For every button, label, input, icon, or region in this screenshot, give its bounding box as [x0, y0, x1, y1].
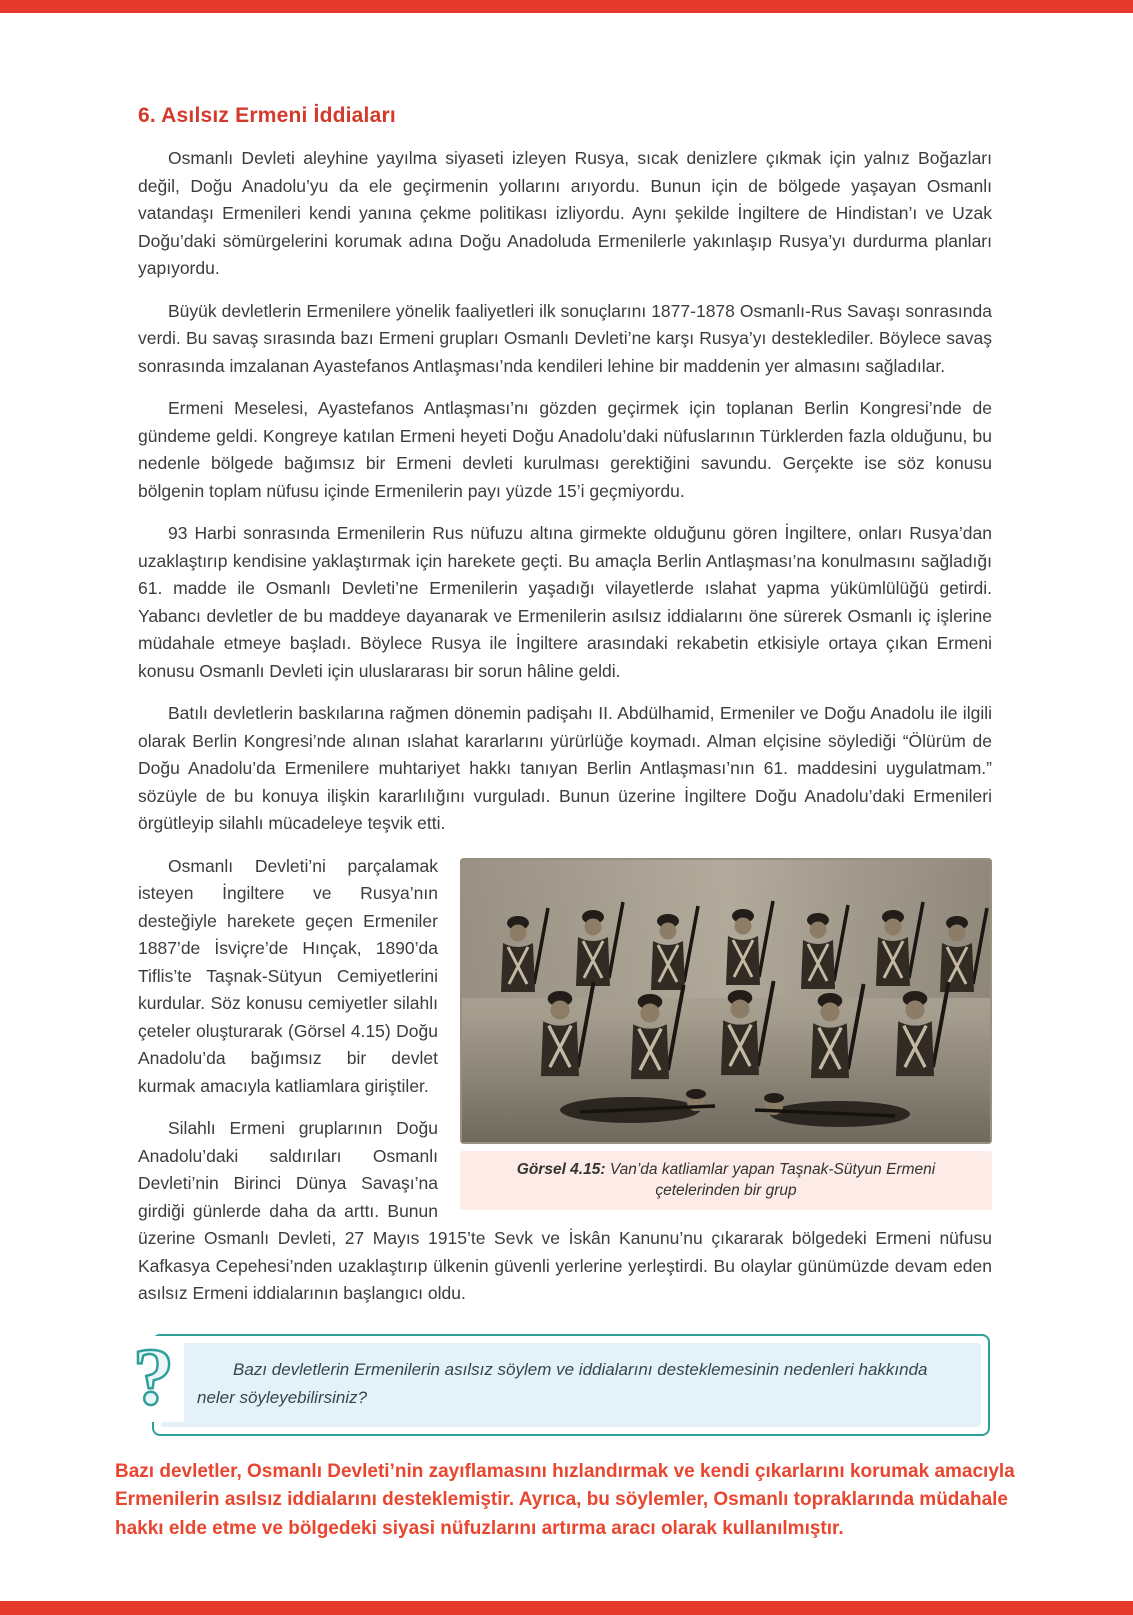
body-paragraph: Büyük devletlerin Ermenilere yönelik faaliyetleri ilk sonuçlarını 1877-1878 Osmanlı-Rus Savaşı sonrasında verdi. Bu savaş sırasında bazı Ermeni grupları Osmanlı Devleti’ne karşı Rusya’yı desteklediler. Böylece savaş sonrasında imzalanan Ayastefanos Antlaşması’nda kendileri lehine bir maddenin yer almasını sağladılar.	[138, 300, 992, 376]
page-content	[115, 104, 1015, 1543]
body-paragraph: Ermeni Meselesi, Ayastefanos Antlaşması’nı gözden geçirmek için toplanan Berlin Kongresi’nde de gündeme geldi. Kongreye katılan Ermeni heyeti Doğu Anadolu’daki nüfuslarının Türklerden fazla olduğunu, bu nedenle bölgede bağımsız bir Ermeni devleti kurulması gerektiğini savundu. Gerçekte ise söz konusu bölgenin toplam nüfusu içinde Ermenilerin payı yüzde 15’i geçmiyordu.	[138, 398, 992, 501]
question-mark-icon	[126, 1336, 184, 1422]
body-paragraph: Silahlı Ermeni gruplarının Doğu Anadolu’daki saldırıları Osmanlı Devleti’nin Birinci Dünya Savaşı’na girdiği günlerde daha da arttı. Bunun üzerine Osmanlı Devleti, 27 Mayıs 1915’te Sevk ve İskân Kanunu’nu çıkararak bölgedeki Ermeni nüfusu Kafkasya Cepehesi’nden uzaklaştırıp ülkenin güvenli yerlerine yerleştirdi. Bu olaylar günümüzde devam eden asılsız Ermeni iddialarının başlangıcı oldu.	[138, 1118, 992, 1303]
answer-text: Bazı devletler, Osmanlı Devleti’nin zayıflamasını hızlandırmak ve kendi çıkarlarını korumak amacıyla Ermenilerin asılsız iddialarını desteklemiştir. Ayrıca, bu söylemler, Osmanlı topraklarında müdahale hakkı elde etme ve bölgedeki siyasi nüfuzlarını artırma aracı olarak kullanılmıştır.	[115, 1460, 1015, 1539]
bottom-accent-bar	[0, 1601, 1133, 1615]
question-text: Bazı devletlerin Ermenilerin asılsız söylem ve iddialarını desteklemesinin nedenleri hakkında neler söyleyebilirsiniz?	[161, 1343, 981, 1427]
historical-photo	[460, 858, 992, 1144]
body-paragraph: 93 Harbi sonrasında Ermenilerin Rus nüfuzu altına girmekte olduğunu gören İngiltere, onları Rusya’dan uzaklaştırıp kendisine yaklaştırmak için harekete geçti. Bu amaçla Berlin Antlaşması’na konulmasını sağladığı 61. madde ile Osmanlı Devleti’ne Ermenilerin yaşadığı vilayetlerde ıslahat yapma yükümlülüğü getirdi. Yabancı devletler de bu maddeye dayanarak ve Ermenilerin asılsız iddialarını öne sürerek Osmanlı iç işlerine müdahale etmeye başladı. Böylece Rusya ile İngiltere arasındaki rekabetin etkisiyle ortaya çıkan Ermeni konusu Osmanlı Devleti için uluslararası bir sorun hâline geldi.	[138, 523, 992, 681]
figure-caption	[460, 1151, 992, 1210]
body-paragraph: Osmanlı Devleti aleyhine yayılma siyaseti izleyen Rusya, sıcak denizlere çıkmak için yalnız Boğazları değil, Doğu Anadolu’yu da ele geçirmenin yollarını arıyordu. Bunun için de bölgede yaşayan Osmanlı vatandaşı Ermenileri kendi yanına çekme politikası izliyordu. Aynı şekilde İngiltere de Hindistan’ı ve Uzak Doğu’daki sömürgelerini korumak adına Doğu Anadoluda Ermenilerle yakınlaşıp Rusya’yı durdurma planları yapıyordu.	[138, 148, 992, 278]
figure-caption-label: Görsel 4.15:	[516, 1160, 606, 1178]
question-box-border	[152, 1334, 990, 1436]
figure-block	[460, 858, 992, 1210]
top-accent-bar	[0, 0, 1133, 13]
question-box	[133, 1334, 990, 1436]
body-paragraph: Batılı devletlerin baskılarına rağmen dönemin padişahı II. Abdülhamid, Ermeniler ve Doğu Anadolu ile ilgili olarak Berlin Kongresi’nde alınan ıslahat kararlarını yürürlüğe koymadı. Alman elçisine söylediği “Ölürüm de Doğu Anadolu’da Ermenilere muhtariyet hakkı tanıyan Berlin Antlaşması’nın 61. maddesini uygulatmam.” sözüyle de bu konuya ilişkin kararlılığını vurguladı. Bunun üzerine İngiltere Doğu Anadolu’daki Ermenileri örgütleyip silahlı mücadeleye teşvik etti.	[138, 703, 992, 833]
svg-text:?: ?	[133, 1335, 174, 1422]
section-heading: 6. Asılsız Ermeni İddiaları	[138, 104, 396, 127]
body-paragraph: Osmanlı Devleti’ni parçalamak isteyen İngiltere ve Rusya’nın desteğiyle harekete geçen Ermeniler 1887’de İsviçre’de Hınçak, 1890’da Tiflis’te Taşnak-Sütyun Cemiyetlerini kurdular. Söz konusu cemiyetler silahlı çeteler oluşturarak (Görsel 4.15) Doğu Anadolu’da bağımsız bir devlet kurmak amacıyla katliamlara giriştiler.	[138, 855, 438, 1096]
figure-caption-text: Van’da katliamlar yapan Taşnak-Sütyun Ermeni çetelerinden bir grup	[605, 1160, 936, 1199]
